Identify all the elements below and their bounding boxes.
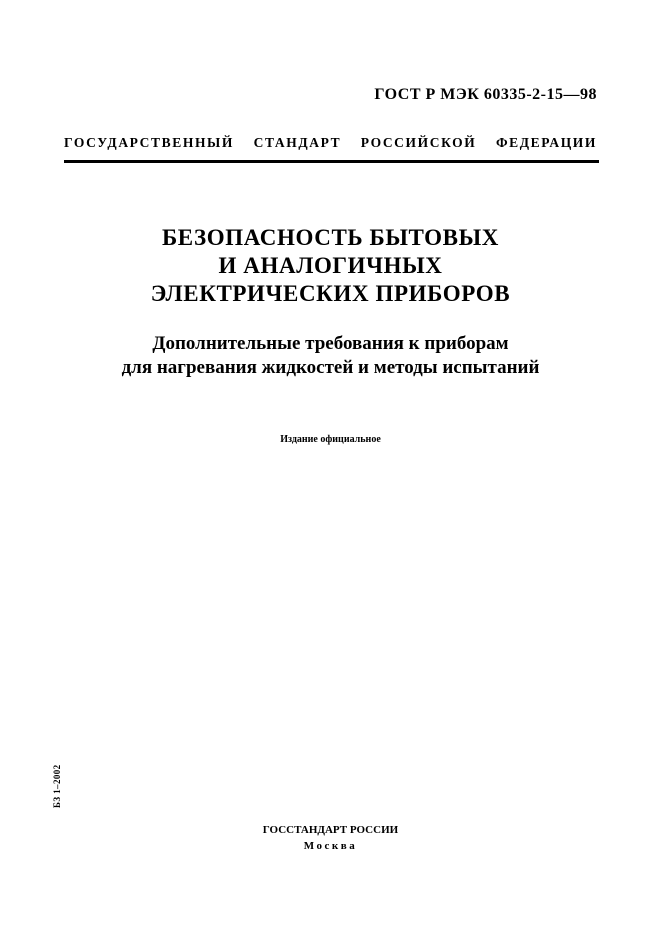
title-line: ЭЛЕКТРИЧЕСКИХ ПРИБОРОВ — [150, 281, 511, 306]
standard-header — [64, 135, 597, 151]
publisher-block — [0, 822, 661, 854]
edition-label: Издание официальное — [280, 434, 381, 445]
subtitle-line: для нагревания жидкостей и методы испытаний — [121, 357, 540, 378]
title-line: И АНАЛОГИЧНЫХ — [218, 253, 443, 278]
publisher-city: Москва — [303, 840, 358, 852]
document-title — [0, 224, 661, 308]
document-number: ГОСТ Р МЭК 60335-2-15—98 — [374, 86, 597, 103]
standard-header-word: ФЕДЕРАЦИИ — [495, 135, 597, 150]
standard-header-word: ГОСУДАРСТВЕННЫЙ — [64, 135, 235, 150]
catalog-mark: БЗ 1–2002 — [52, 764, 62, 808]
title-line: БЕЗОПАСНОСТЬ БЫТОВЫХ — [161, 225, 500, 250]
header-divider — [64, 160, 599, 163]
publisher-name: ГОССТАНДАРТ РОССИИ — [262, 824, 399, 836]
document-subtitle — [0, 332, 661, 380]
subtitle-line: Дополнительные требования к приборам — [152, 333, 509, 354]
standard-header-word: СТАНДАРТ — [253, 135, 342, 150]
standard-header-word: РОССИЙСКОЙ — [360, 135, 477, 150]
